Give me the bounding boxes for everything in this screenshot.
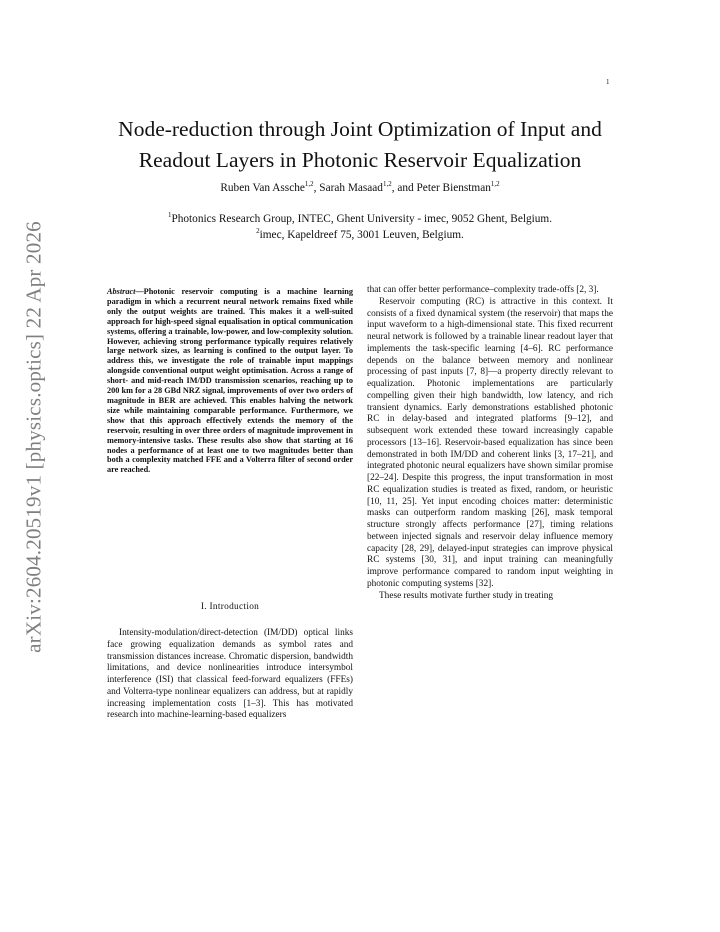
page-number: 1 <box>606 78 610 86</box>
affiliation-mark: 1 <box>167 211 172 220</box>
intro-paragraph: Reservoir computing (RC) is attractive in this context. It consists of a fixed dynamical system (the reservoir) that maps the input waveform to a high-dimensional state. This fixed recurrent neural network is followed by a trainable linear readout layer that implements the task-specific learning [4–6]. RC performance depends on the balance between memory and nonlinear processing of past inputs [7, 8]—a property directly relevant to equalization. Photonic implementations are particularly compelling given their high bandwidth, low latency, and rich transient dynamics. Early demonstrations established photonic RC in delay-based and integrated platforms [9–12], and subsequent work extended these toward increasingly capable processors [13–16]. Reservoir-based equalization has since been demonstrated in both IM/DD and coherent links [3, 17–21], and integrated photonic neural equalizers have shown similar promise [22–24]. Despite this progress, the input transformation in most RC equalization studies is treated as fixed, random, or heuristic [10, 11, 25]. Yet input encoding choices matter: deterministic masks can outperform random masking [26], mask temporal structure strongly affects performance [27], timing relations between injected signals and reservoir delay influence memory capacity [28, 29], delayed-input strategies can improve physical RC systems [30, 31], and input training can meaningfully improve performance compared to random input weighting in photonic computing systems [32]. <box>367 296 613 589</box>
author-name: Sarah Masaad <box>319 182 383 194</box>
author-name: Peter Bienstman <box>416 182 491 194</box>
intro-paragraph: Intensity-modulation/direct-detection (IM/DD) optical links face growing equalization demands as symbol rates and transmission distances increase. Chromatic dispersion, bandwidth limitations, and device nonlinearities introduce intersymbol interference (ISI) that classical feed-forward equalizers (FFEs) and Volterra-type nonlinear equalizers can address, but at rapidly increasing implementation costs [1–3]. This has motivated research into machine-learning-based equalizers <box>107 628 353 721</box>
arxiv-identifier: arXiv:2604.20519v1 [physics.optics] 22 Apr 2026 <box>21 221 46 653</box>
author-list: Ruben Van Assche$^{1,2}$, Sarah Masaad$^{1,2}$, and Peter Bienstman$^{1,2}$ <box>220 180 500 194</box>
intro-paragraph: These results motivate further study in treating <box>379 590 554 601</box>
affiliation-line <box>98 211 622 227</box>
affiliation-text: Photonics Research Group, INTEC, Ghent University - imec, 9052 Ghent, Belgium. <box>171 213 553 225</box>
author-affiliation-mark: 1,2 <box>304 180 314 189</box>
affiliation-line <box>98 227 622 243</box>
author-affiliation-mark: 1,2 <box>490 180 500 189</box>
paper-title: Node-reduction through Joint Optimization of Input and Readout Layers in Photonic Reservoir Equalization <box>118 117 602 172</box>
affiliation-mark: 2 <box>256 227 260 236</box>
author-name: Ruben Van Assche <box>220 182 305 194</box>
abstract-label: Abstract <box>107 287 136 296</box>
affiliations <box>98 211 622 243</box>
abstract-text: —Photonic reservoir computing is a machine learning paradigm in which a recurrent neural network remains fixed while only the output weights are trained. This makes it a well-suited approach for high-speed signal equalisation in optical communication systems, offering a trainable, low-power, and low-complexity solution. However, achieving strong performance typically requires relatively large network sizes, as learning is confined to the output layer. To address this, we investigate the role of trainable input mappings alongside conventional output weight optimisation. Across a range of short- and mid-reach IM/DD transmission scenarios, reaching up to 200 km for a 28 GBd NRZ signal, improvements of over two orders of magnitude in BER are achieved. This enables halving the network size while maintaining comparable performance. Furthermore, we show that this approach effectively extends the memory of the reservoir, resulting in over three orders of magnitude improvement in memory-intensive tasks. These results also show that starting at 16 nodes a performance of at least one to two magnitudes better than both a complexity matched FFE and a Volterra filter of second order are reached. <box>107 287 353 475</box>
right-column <box>367 285 613 602</box>
affiliation-text: imec, Kapeldreef 75, 3001 Leuven, Belgium. <box>259 229 464 241</box>
abstract <box>107 287 353 475</box>
author-affiliation-mark: 1,2 <box>382 180 392 189</box>
intro-paragraph-continuation: that can offer better performance–complexity trade-offs [2, 3]. <box>367 285 599 295</box>
section-heading: I. Introduction <box>200 602 260 612</box>
